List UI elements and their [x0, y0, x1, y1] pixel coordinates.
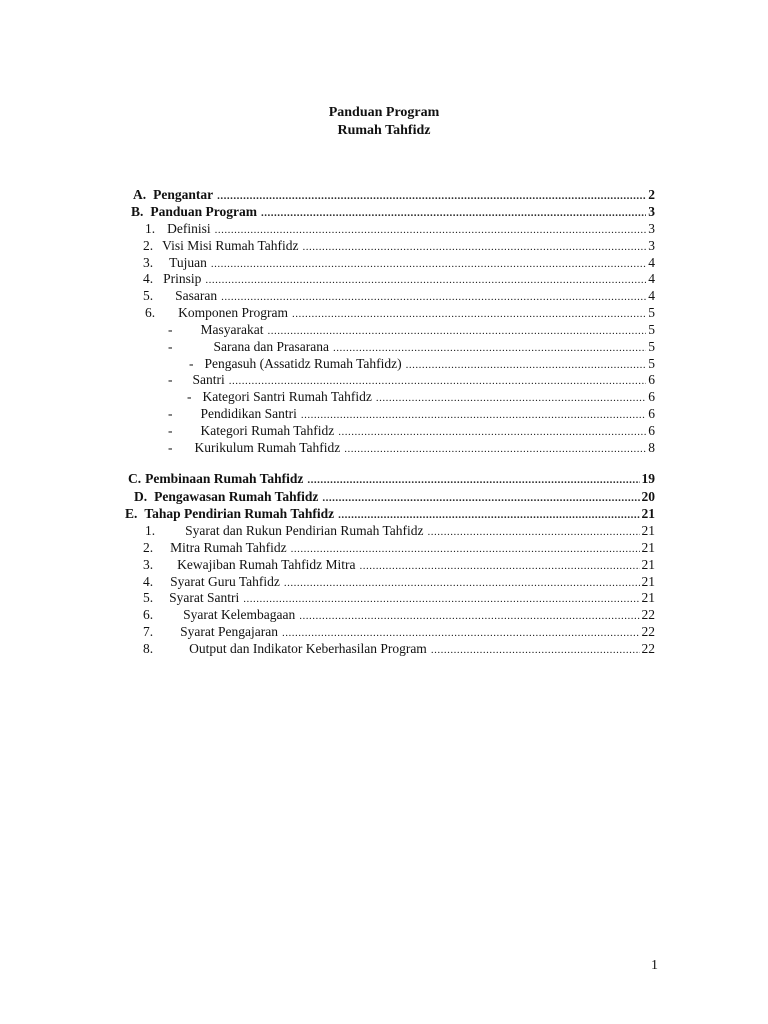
toc-entry[interactable] — [168, 321, 655, 338]
toc-entry-label: Masyarakat — [200, 322, 264, 337]
toc-entry[interactable] — [143, 254, 655, 271]
toc-entry[interactable] — [143, 556, 655, 573]
toc-entry-number: - — [168, 372, 173, 387]
toc-entry-label: Kewajiban Rumah Tahfidz Mitra — [177, 557, 356, 572]
toc-entry[interactable] — [134, 488, 655, 505]
toc-entry-page: 6 — [648, 423, 655, 438]
toc-entry-label: Komponen Program — [178, 305, 288, 320]
toc-entry-number: - — [168, 406, 173, 421]
toc-entry-label: Panduan Program — [150, 204, 258, 219]
toc-entry-number: 6. — [145, 305, 156, 320]
toc-entry-label: Syarat Kelembagaan — [183, 607, 296, 622]
toc-entry[interactable] — [187, 388, 655, 405]
toc-entry-number: - — [189, 356, 194, 371]
toc-entry[interactable] — [133, 186, 655, 203]
toc-entry[interactable] — [145, 304, 655, 321]
toc-entry[interactable] — [168, 439, 655, 456]
toc-entry-label: Pengantar — [153, 187, 214, 202]
toc-entry-label: Output dan Indikator Keberhasilan Program — [189, 641, 427, 656]
toc-entry-label: Mitra Rumah Tahfidz — [170, 540, 287, 555]
page-number: 1 — [651, 958, 658, 973]
toc-entry-number: C. — [128, 471, 142, 486]
toc-entry-page: 21 — [641, 523, 655, 538]
toc-entry[interactable] — [145, 220, 655, 237]
toc-entry-number: 7. — [143, 624, 154, 639]
toc-entry[interactable] — [125, 505, 655, 522]
toc-entry[interactable] — [128, 470, 655, 487]
toc-entry-page: 5 — [648, 305, 655, 320]
toc-entry[interactable] — [143, 623, 655, 640]
toc-entry-page: 21 — [641, 574, 655, 589]
toc-entry[interactable] — [168, 405, 655, 422]
toc-entry[interactable] — [168, 371, 655, 388]
toc-entry-label: Kategori Santri Rumah Tahfidz — [202, 389, 372, 404]
toc-entry-page: 21 — [641, 506, 655, 521]
toc-entry-label: Pengasuh (Assatidz Rumah Tahfidz) — [204, 356, 402, 371]
toc-entry-label: Kurikulum Rumah Tahfidz — [194, 440, 341, 455]
toc-entry-number: - — [187, 389, 192, 404]
toc-entry[interactable] — [131, 203, 655, 220]
toc-entry-number: - — [168, 339, 173, 354]
toc-entry-label: Sarana dan Prasarana — [213, 339, 329, 354]
toc-entry-page: 22 — [641, 607, 655, 622]
toc-entry[interactable] — [143, 589, 655, 606]
toc-entry-number: 1. — [145, 221, 156, 236]
toc-entry[interactable] — [189, 355, 655, 372]
toc-entry-number: 5. — [143, 590, 154, 605]
toc-entry-label: Visi Misi Rumah Tahfidz — [162, 238, 299, 253]
toc-entry-page: 3 — [648, 238, 655, 253]
toc-entry-label: Sasaran — [175, 288, 218, 303]
toc-entry-label: Syarat Guru Tahfidz — [170, 574, 280, 589]
toc-entry-number: - — [168, 440, 173, 455]
toc-entry-number: - — [168, 322, 173, 337]
toc-entry-number: 2. — [143, 540, 154, 555]
toc-entry-label: Syarat Santri — [169, 590, 240, 605]
toc-entry-label: Santri — [192, 372, 225, 387]
toc-entry-number: 5. — [143, 288, 154, 303]
toc-entry-page: 4 — [648, 288, 655, 303]
toc-entry-page: 5 — [648, 356, 655, 371]
toc-entry-page: 21 — [641, 557, 655, 572]
toc-entry-number: 8. — [143, 641, 154, 656]
toc-entry-page: 6 — [648, 372, 655, 387]
toc-entry-number: 4. — [143, 574, 154, 589]
toc-entry-number: - — [168, 423, 173, 438]
toc-entry-number: 3. — [143, 557, 154, 572]
toc-entry-page: 6 — [648, 406, 655, 421]
toc-entry-page: 20 — [641, 489, 655, 504]
toc-entry-page: 8 — [648, 440, 655, 455]
toc-entry[interactable] — [168, 338, 655, 355]
toc-entry[interactable] — [143, 237, 655, 254]
toc-entry-number: 3. — [143, 255, 154, 270]
toc-entry[interactable] — [143, 606, 655, 623]
toc-entry[interactable] — [143, 573, 655, 590]
toc-entry[interactable] — [143, 287, 655, 304]
toc-entry[interactable] — [143, 270, 655, 287]
toc-entry-page: 19 — [641, 471, 655, 486]
toc-entry-number: 2. — [143, 238, 154, 253]
toc-entry-page: 22 — [641, 624, 655, 639]
toc-entry-label: Prinsip — [163, 271, 202, 286]
toc-entry-label: Kategori Rumah Tahfidz — [200, 423, 335, 438]
toc-entry-page: 21 — [641, 590, 655, 605]
toc-entry-page: 2 — [648, 187, 655, 202]
toc-entry[interactable] — [143, 640, 655, 657]
toc-entry-page: 4 — [648, 271, 655, 286]
toc-leader-dots — [431, 642, 640, 659]
toc-entry-label: Definisi — [167, 221, 211, 236]
toc-entry-number: 1. — [145, 523, 156, 538]
toc-entry-number: 6. — [143, 607, 154, 622]
toc-entry-label: Syarat dan Rukun Pendirian Rumah Tahfidz — [185, 523, 424, 538]
toc-entry-label: Tujuan — [169, 255, 207, 270]
document-title: Panduan Program — [328, 105, 440, 120]
toc-entry-page: 3 — [648, 221, 655, 236]
toc-entry-page: 21 — [641, 540, 655, 555]
toc-entry-page: 4 — [648, 255, 655, 270]
toc-entry-label: Syarat Pengajaran — [180, 624, 278, 639]
toc-entry[interactable] — [145, 522, 655, 539]
toc-leader-dots — [307, 472, 639, 489]
toc-leader-dots — [344, 441, 646, 458]
toc-entry-number: E. — [125, 506, 138, 521]
toc-entry-label: Pembinaan Rumah Tahfidz — [145, 471, 304, 486]
toc-entry-page: 22 — [641, 641, 655, 656]
toc-entry-page: 5 — [648, 339, 655, 354]
toc-entry-page: 3 — [648, 204, 655, 219]
toc-entry-page: 6 — [648, 389, 655, 404]
toc-entry-number: A. — [133, 187, 147, 202]
toc-entry-label: Pengawasan Rumah Tahfidz — [154, 489, 319, 504]
toc-entry-label: Tahap Pendirian Rumah Tahfidz — [144, 506, 335, 521]
toc-entry-number: D. — [134, 489, 148, 504]
toc-entry-number: B. — [131, 204, 144, 219]
toc-entry-number: 4. — [143, 271, 154, 286]
toc-entry[interactable] — [143, 539, 655, 556]
toc-entry-page: 5 — [648, 322, 655, 337]
toc-entry[interactable] — [168, 422, 655, 439]
document-subtitle: Rumah Tahfidz — [337, 123, 431, 138]
toc-entry-label: Pendidikan Santri — [200, 406, 297, 421]
